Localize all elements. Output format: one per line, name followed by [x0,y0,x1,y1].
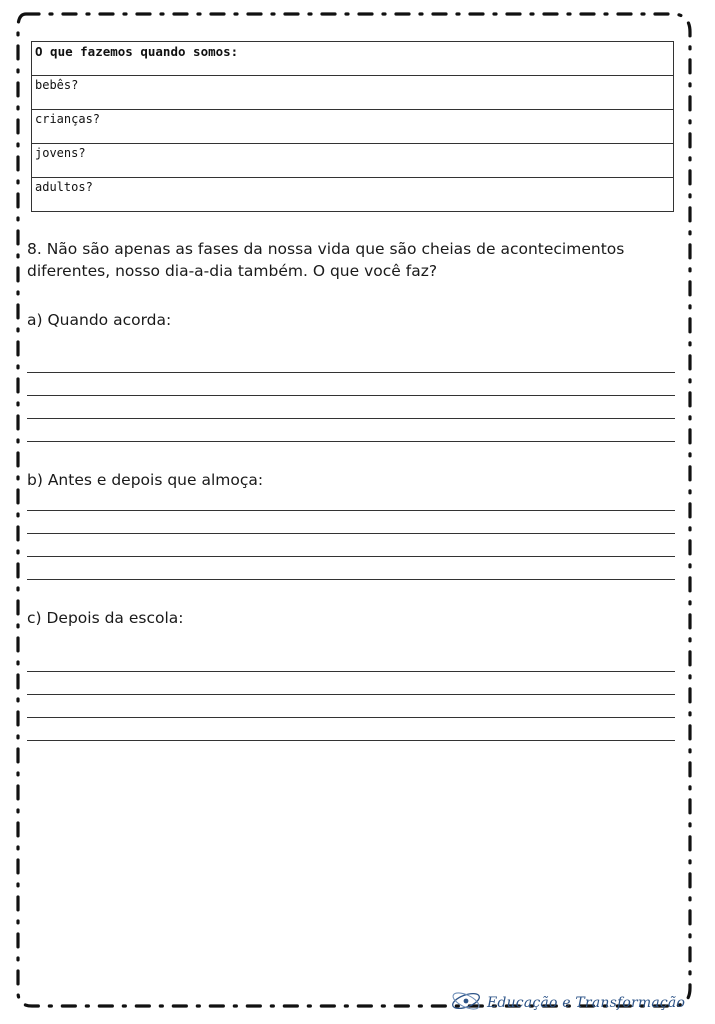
question-8-text: 8. Não são apenas as fases da nossa vida que são cheias de acontecimentos diferentes, nosso dia-a-dia também. O que você faz? [27,240,625,280]
table-row-youth: jovens? [32,144,674,178]
answer-line-a-3[interactable] [27,418,675,419]
table-header-row [32,42,674,76]
prompt-b-lunch: b) Antes e depois que almoça: [27,471,264,489]
brand-name: Educação e Transformação [487,995,686,1011]
table-row [32,110,674,144]
brand-footer [449,988,685,1018]
table-row-adults: adultos? [32,178,674,212]
answer-line-b-3[interactable] [27,556,675,557]
answer-line-a-4[interactable] [27,441,675,442]
phases-table [31,41,674,212]
answer-line-a-1[interactable] [27,372,675,373]
answer-line-b-4[interactable] [27,579,675,580]
table-row [32,178,674,212]
answer-line-c-2[interactable] [27,694,675,695]
prompt-a-when-wake: a) Quando acorda: [27,311,172,329]
answer-line-c-1[interactable] [27,671,675,672]
answer-line-a-2[interactable] [27,395,675,396]
prompt-c-after-school: c) Depois da escola: [27,609,184,627]
answer-line-b-1[interactable] [27,510,675,511]
table-row-children: crianças? [32,110,674,144]
table-header-cell: O que fazemos quando somos: [32,42,674,76]
atom-orbit-icon [449,988,483,1018]
table-row [32,144,674,178]
answer-line-c-3[interactable] [27,717,675,718]
answer-line-b-2[interactable] [27,533,675,534]
answer-line-c-4[interactable] [27,740,675,741]
table-row-babies: bebês? [32,76,674,110]
table-row [32,76,674,110]
